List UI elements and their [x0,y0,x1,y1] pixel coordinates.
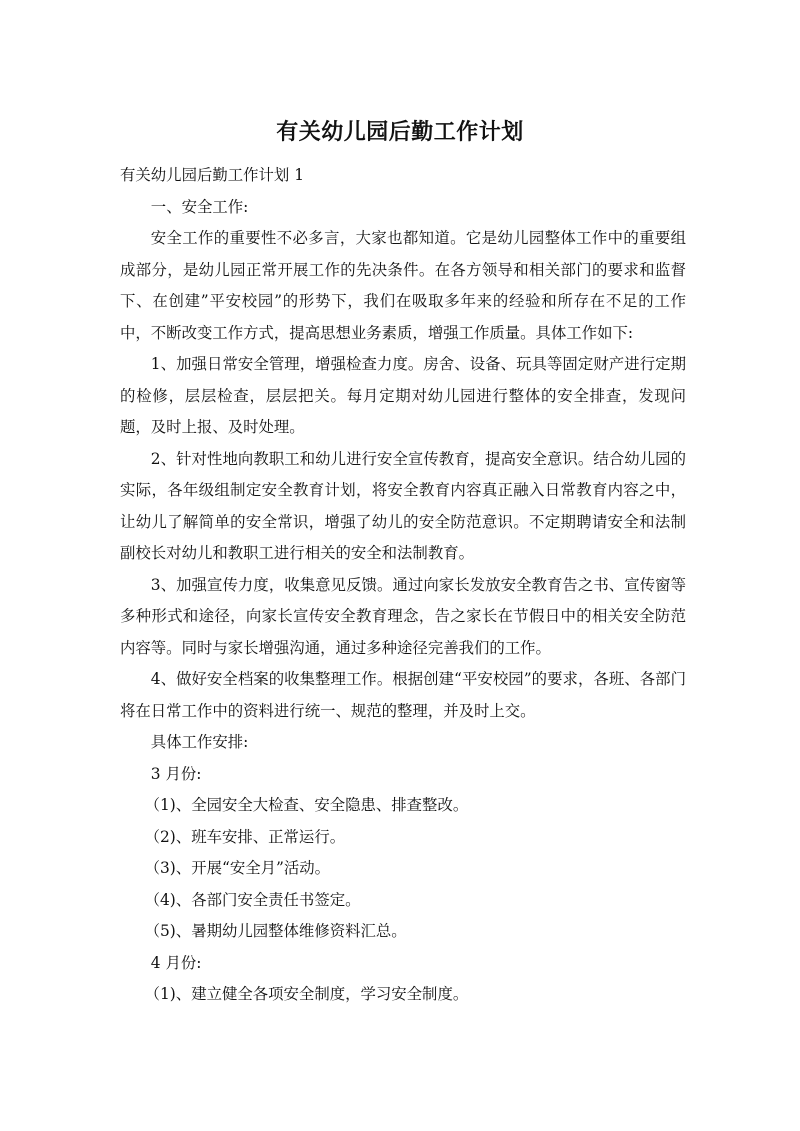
list-item: （5)、暑期幼儿园整体维修资料汇总。 [144,922,407,940]
paragraph-point-3: 3、加强宣传力度，收集意见反馈。通过向家长发放安全教育告之书、宣传窗等多种形式和途径，向家长宣传安全教育理念，告之家长在节假日中的相关安全防范内容等。同时与家长增强沟通，通过多种途径完善我们的工作。 [120,575,686,657]
list-item: （2)、班车安排、正常运行。 [144,827,346,846]
month-heading-march: 3 月份: [150,764,202,783]
section-heading-safety: 一、安全工作: [150,197,249,216]
document-title: 有关幼儿园后勤工作计划 [276,120,524,145]
paragraph-point-4: 4、做好安全档案的收集整理工作。根据创建“平安校园”的要求，各班、各部门将在日常工作中的资料进行统一、规范的整理，并及时上交。 [120,670,686,720]
paragraph-intro: 安全工作的重要性不必多言，大家也都知道。它是幼儿园整体工作中的重要组成部分，是幼儿园正常开展工作的先决条件。在各方领导和相关部门的要求和监督下、在创建”平安校园”的形势下，我们在吸取多年来的经验和所存在不足的工作中，不断改变工作方式，提高思想业务素质，增强工作质量。具体工作如下: [120,229,686,342]
list-item: （1)、建立健全各项安全制度，学习安全制度。 [144,985,469,1003]
list-item: （3)、开展“安全月”活动。 [144,859,331,877]
paragraph-point-1: 1、加强日常安全管理，增强检查力度。房舍、设备、玩具等固定财产进行定期的检修，层层检查，层层把关。每月定期对幼儿园进行整体的安全排查，发现问题，及时上报、及时处理。 [120,355,686,436]
month-heading-april: 4 月份: [150,953,202,972]
schedule-heading: 具体工作安排: [150,733,249,751]
paragraph-point-2: 2、针对性地向教职工和幼儿进行安全宣传教育，提高安全意识。结合幼儿园的实际，各年级组制定安全教育计划，将安全教育内容真正融入日常教育内容之中，让幼儿了解简单的安全常识，增强了幼儿的安全防范意识。不定期聘请安全和法制副校长对幼儿和教职工进行相关的安全和法制教育。 [120,449,686,562]
list-item: （1)、全园安全大检查、安全隐患、排查整改。 [144,796,469,814]
list-item: （4)、各部门安全责任书签定。 [144,890,361,909]
document-body [120,160,686,1011]
subtitle: 有关幼儿园后勤工作计划 1 [120,166,304,184]
